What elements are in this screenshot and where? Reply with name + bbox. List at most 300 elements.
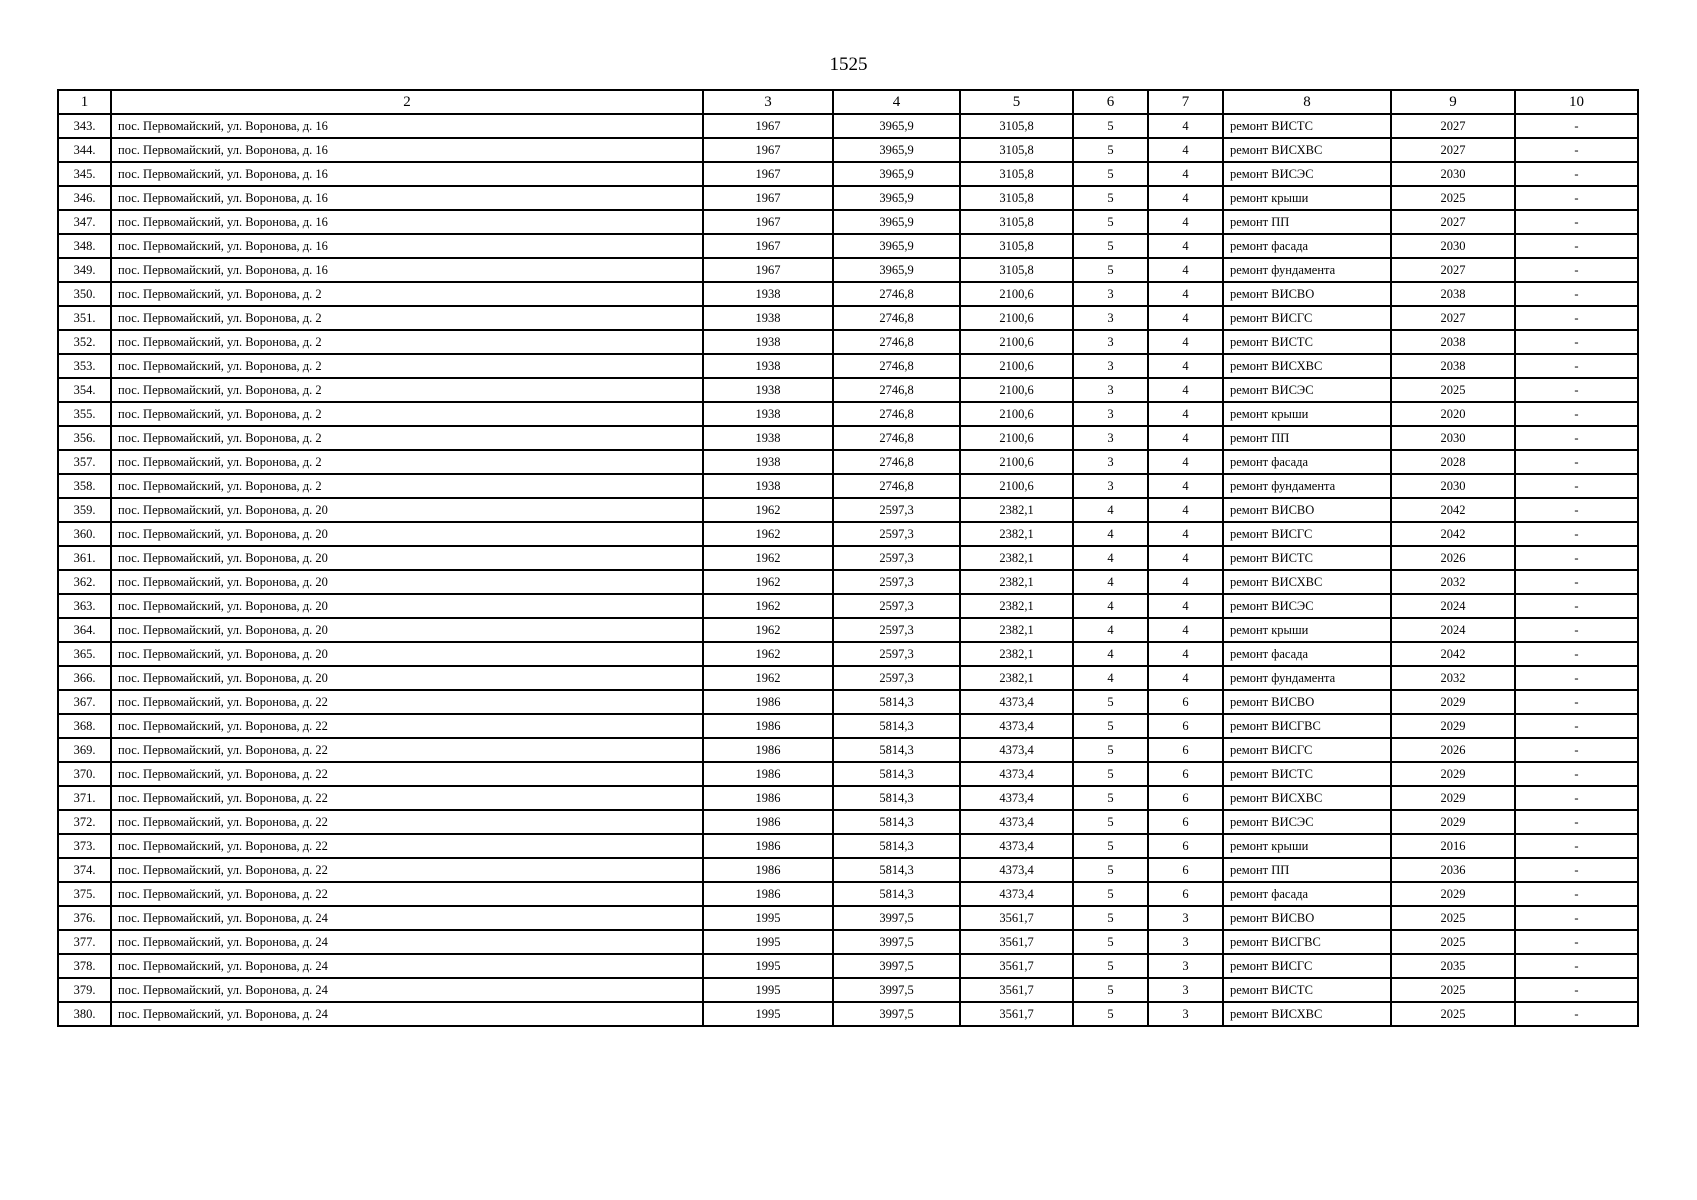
cell-year-built: 1938	[703, 450, 833, 474]
cell-planned-year: 2025	[1391, 1002, 1515, 1026]
cell-extra: -	[1515, 810, 1638, 834]
cell-entrances: 4	[1148, 570, 1223, 594]
cell-entrances: 4	[1148, 306, 1223, 330]
cell-year-built: 1967	[703, 258, 833, 282]
cell-entrances: 4	[1148, 618, 1223, 642]
cell-row-number: 344.	[58, 138, 111, 162]
cell-row-number: 350.	[58, 282, 111, 306]
cell-entrances: 3	[1148, 906, 1223, 930]
cell-living-area: 4373,4	[960, 738, 1073, 762]
cell-row-number: 357.	[58, 450, 111, 474]
cell-living-area: 3561,7	[960, 954, 1073, 978]
cell-extra: -	[1515, 858, 1638, 882]
cell-extra: -	[1515, 834, 1638, 858]
cell-row-number: 363.	[58, 594, 111, 618]
cell-total-area: 3965,9	[833, 162, 960, 186]
cell-work-type: ремонт фасада	[1223, 882, 1391, 906]
cell-year-built: 1995	[703, 978, 833, 1002]
cell-total-area: 5814,3	[833, 858, 960, 882]
cell-floors: 5	[1073, 714, 1148, 738]
cell-living-area: 3105,8	[960, 114, 1073, 138]
cell-extra: -	[1515, 642, 1638, 666]
cell-work-type: ремонт фундамента	[1223, 666, 1391, 690]
cell-floors: 5	[1073, 186, 1148, 210]
cell-work-type: ремонт фасада	[1223, 234, 1391, 258]
cell-year-built: 1962	[703, 522, 833, 546]
cell-extra: -	[1515, 138, 1638, 162]
cell-row-number: 346.	[58, 186, 111, 210]
cell-planned-year: 2038	[1391, 330, 1515, 354]
cell-total-area: 3997,5	[833, 954, 960, 978]
cell-year-built: 1995	[703, 906, 833, 930]
cell-entrances: 4	[1148, 138, 1223, 162]
cell-address: пос. Первомайский, ул. Воронова, д. 20	[111, 666, 703, 690]
cell-entrances: 4	[1148, 258, 1223, 282]
cell-entrances: 4	[1148, 450, 1223, 474]
cell-address: пос. Первомайский, ул. Воронова, д. 22	[111, 858, 703, 882]
cell-entrances: 4	[1148, 474, 1223, 498]
table-row	[58, 474, 1638, 498]
cell-extra: -	[1515, 738, 1638, 762]
cell-work-type: ремонт ВИСВО	[1223, 906, 1391, 930]
cell-living-area: 2100,6	[960, 474, 1073, 498]
cell-year-built: 1986	[703, 858, 833, 882]
cell-planned-year: 2025	[1391, 186, 1515, 210]
cell-year-built: 1938	[703, 378, 833, 402]
cell-floors: 5	[1073, 762, 1148, 786]
table-row	[58, 450, 1638, 474]
cell-total-area: 2746,8	[833, 330, 960, 354]
cell-year-built: 1986	[703, 762, 833, 786]
cell-planned-year: 2029	[1391, 786, 1515, 810]
table-row	[58, 402, 1638, 426]
cell-planned-year: 2038	[1391, 282, 1515, 306]
cell-entrances: 3	[1148, 1002, 1223, 1026]
cell-work-type: ремонт ВИСХВС	[1223, 570, 1391, 594]
cell-floors: 5	[1073, 210, 1148, 234]
table-row	[58, 426, 1638, 450]
cell-extra: -	[1515, 402, 1638, 426]
cell-address: пос. Первомайский, ул. Воронова, д. 20	[111, 642, 703, 666]
cell-row-number: 348.	[58, 234, 111, 258]
cell-address: пос. Первомайский, ул. Воронова, д. 2	[111, 474, 703, 498]
cell-total-area: 2597,3	[833, 570, 960, 594]
cell-floors: 5	[1073, 786, 1148, 810]
cell-year-built: 1967	[703, 114, 833, 138]
cell-address: пос. Первомайский, ул. Воронова, д. 2	[111, 354, 703, 378]
cell-work-type: ремонт крыши	[1223, 402, 1391, 426]
table-row	[58, 522, 1638, 546]
cell-planned-year: 2035	[1391, 954, 1515, 978]
cell-floors: 5	[1073, 138, 1148, 162]
cell-floors: 4	[1073, 666, 1148, 690]
cell-total-area: 2597,3	[833, 546, 960, 570]
cell-planned-year: 2028	[1391, 450, 1515, 474]
cell-row-number: 378.	[58, 954, 111, 978]
cell-year-built: 1962	[703, 498, 833, 522]
cell-total-area: 5814,3	[833, 690, 960, 714]
table-row	[58, 498, 1638, 522]
cell-address: пос. Первомайский, ул. Воронова, д. 20	[111, 618, 703, 642]
cell-entrances: 4	[1148, 426, 1223, 450]
cell-address: пос. Первомайский, ул. Воронова, д. 24	[111, 954, 703, 978]
cell-year-built: 1938	[703, 330, 833, 354]
cell-row-number: 361.	[58, 546, 111, 570]
cell-address: пос. Первомайский, ул. Воронова, д. 2	[111, 282, 703, 306]
cell-total-area: 3965,9	[833, 138, 960, 162]
cell-entrances: 6	[1148, 810, 1223, 834]
cell-floors: 5	[1073, 954, 1148, 978]
cell-entrances: 4	[1148, 234, 1223, 258]
cell-entrances: 4	[1148, 378, 1223, 402]
cell-living-area: 2382,1	[960, 498, 1073, 522]
cell-row-number: 349.	[58, 258, 111, 282]
table-row	[58, 786, 1638, 810]
cell-planned-year: 2026	[1391, 738, 1515, 762]
cell-floors: 5	[1073, 234, 1148, 258]
cell-year-built: 1962	[703, 546, 833, 570]
cell-entrances: 4	[1148, 162, 1223, 186]
cell-work-type: ремонт ВИСТС	[1223, 546, 1391, 570]
cell-floors: 4	[1073, 642, 1148, 666]
cell-entrances: 3	[1148, 930, 1223, 954]
cell-planned-year: 2042	[1391, 522, 1515, 546]
cell-total-area: 3997,5	[833, 1002, 960, 1026]
table-row	[58, 642, 1638, 666]
cell-entrances: 4	[1148, 642, 1223, 666]
table-row	[58, 282, 1638, 306]
cell-address: пос. Первомайский, ул. Воронова, д. 2	[111, 306, 703, 330]
cell-total-area: 3965,9	[833, 210, 960, 234]
cell-entrances: 6	[1148, 738, 1223, 762]
cell-row-number: 365.	[58, 642, 111, 666]
cell-work-type: ремонт ВИСГВС	[1223, 930, 1391, 954]
cell-year-built: 1967	[703, 234, 833, 258]
table-row	[58, 810, 1638, 834]
cell-row-number: 356.	[58, 426, 111, 450]
cell-living-area: 2100,6	[960, 330, 1073, 354]
cell-year-built: 1967	[703, 162, 833, 186]
cell-entrances: 6	[1148, 762, 1223, 786]
cell-living-area: 2382,1	[960, 522, 1073, 546]
cell-entrances: 4	[1148, 114, 1223, 138]
cell-floors: 5	[1073, 978, 1148, 1002]
cell-work-type: ремонт ПП	[1223, 210, 1391, 234]
cell-planned-year: 2029	[1391, 762, 1515, 786]
cell-address: пос. Первомайский, ул. Воронова, д. 16	[111, 138, 703, 162]
cell-work-type: ремонт ВИСВО	[1223, 498, 1391, 522]
header-row	[58, 90, 1638, 114]
cell-extra: -	[1515, 786, 1638, 810]
cell-year-built: 1967	[703, 210, 833, 234]
cell-entrances: 4	[1148, 522, 1223, 546]
cell-entrances: 6	[1148, 690, 1223, 714]
table-row	[58, 858, 1638, 882]
cell-year-built: 1938	[703, 426, 833, 450]
cell-floors: 5	[1073, 258, 1148, 282]
cell-address: пос. Первомайский, ул. Воронова, д. 2	[111, 450, 703, 474]
cell-planned-year: 2027	[1391, 258, 1515, 282]
cell-entrances: 6	[1148, 786, 1223, 810]
cell-floors: 3	[1073, 378, 1148, 402]
cell-year-built: 1967	[703, 138, 833, 162]
cell-extra: -	[1515, 282, 1638, 306]
cell-year-built: 1962	[703, 642, 833, 666]
cell-work-type: ремонт фундамента	[1223, 474, 1391, 498]
cell-year-built: 1986	[703, 882, 833, 906]
cell-planned-year: 2025	[1391, 378, 1515, 402]
cell-floors: 4	[1073, 570, 1148, 594]
cell-extra: -	[1515, 354, 1638, 378]
cell-row-number: 359.	[58, 498, 111, 522]
table-row	[58, 546, 1638, 570]
cell-entrances: 3	[1148, 954, 1223, 978]
cell-work-type: ремонт фасада	[1223, 450, 1391, 474]
cell-row-number: 371.	[58, 786, 111, 810]
cell-row-number: 352.	[58, 330, 111, 354]
cell-work-type: ремонт ВИСЭС	[1223, 810, 1391, 834]
table-row	[58, 570, 1638, 594]
cell-floors: 3	[1073, 474, 1148, 498]
cell-floors: 3	[1073, 306, 1148, 330]
cell-work-type: ремонт ВИСТС	[1223, 330, 1391, 354]
table-row	[58, 138, 1638, 162]
cell-year-built: 1967	[703, 186, 833, 210]
cell-living-area: 4373,4	[960, 714, 1073, 738]
table-row	[58, 714, 1638, 738]
cell-floors: 5	[1073, 834, 1148, 858]
column-header-7: 7	[1148, 90, 1223, 114]
cell-address: пос. Первомайский, ул. Воронова, д. 2	[111, 378, 703, 402]
column-header-2: 2	[111, 90, 703, 114]
cell-floors: 4	[1073, 594, 1148, 618]
cell-year-built: 1986	[703, 738, 833, 762]
table-row	[58, 618, 1638, 642]
table-row	[58, 690, 1638, 714]
table-row	[58, 834, 1638, 858]
cell-extra: -	[1515, 450, 1638, 474]
cell-floors: 5	[1073, 882, 1148, 906]
cell-year-built: 1995	[703, 954, 833, 978]
cell-entrances: 4	[1148, 282, 1223, 306]
cell-planned-year: 2030	[1391, 162, 1515, 186]
cell-total-area: 3997,5	[833, 978, 960, 1002]
cell-planned-year: 2020	[1391, 402, 1515, 426]
cell-entrances: 6	[1148, 882, 1223, 906]
cell-floors: 5	[1073, 690, 1148, 714]
cell-planned-year: 2030	[1391, 474, 1515, 498]
cell-address: пос. Первомайский, ул. Воронова, д. 24	[111, 930, 703, 954]
cell-extra: -	[1515, 978, 1638, 1002]
table-row	[58, 762, 1638, 786]
cell-extra: -	[1515, 210, 1638, 234]
cell-living-area: 2100,6	[960, 306, 1073, 330]
cell-total-area: 2597,3	[833, 498, 960, 522]
cell-planned-year: 2029	[1391, 714, 1515, 738]
cell-living-area: 3561,7	[960, 978, 1073, 1002]
cell-year-built: 1938	[703, 402, 833, 426]
cell-entrances: 4	[1148, 186, 1223, 210]
cell-work-type: ремонт ВИСГВС	[1223, 714, 1391, 738]
cell-planned-year: 2025	[1391, 978, 1515, 1002]
cell-address: пос. Первомайский, ул. Воронова, д. 22	[111, 762, 703, 786]
cell-entrances: 3	[1148, 978, 1223, 1002]
cell-work-type: ремонт ВИСЭС	[1223, 594, 1391, 618]
cell-year-built: 1986	[703, 690, 833, 714]
cell-extra: -	[1515, 114, 1638, 138]
cell-floors: 5	[1073, 858, 1148, 882]
cell-year-built: 1938	[703, 354, 833, 378]
cell-living-area: 4373,4	[960, 882, 1073, 906]
cell-extra: -	[1515, 186, 1638, 210]
column-header-5: 5	[960, 90, 1073, 114]
cell-extra: -	[1515, 330, 1638, 354]
cell-row-number: 374.	[58, 858, 111, 882]
page-number: 1525	[829, 54, 868, 75]
cell-living-area: 2100,6	[960, 426, 1073, 450]
cell-planned-year: 2027	[1391, 210, 1515, 234]
cell-row-number: 370.	[58, 762, 111, 786]
cell-extra: -	[1515, 426, 1638, 450]
cell-living-area: 2382,1	[960, 666, 1073, 690]
cell-extra: -	[1515, 714, 1638, 738]
cell-floors: 3	[1073, 282, 1148, 306]
cell-living-area: 4373,4	[960, 786, 1073, 810]
cell-address: пос. Первомайский, ул. Воронова, д. 16	[111, 114, 703, 138]
cell-address: пос. Первомайский, ул. Воронова, д. 22	[111, 714, 703, 738]
cell-row-number: 366.	[58, 666, 111, 690]
cell-work-type: ремонт фундамента	[1223, 258, 1391, 282]
cell-total-area: 2746,8	[833, 282, 960, 306]
cell-planned-year: 2030	[1391, 426, 1515, 450]
cell-floors: 3	[1073, 354, 1148, 378]
cell-planned-year: 2027	[1391, 138, 1515, 162]
column-header-9: 9	[1391, 90, 1515, 114]
cell-total-area: 3997,5	[833, 906, 960, 930]
cell-planned-year: 2036	[1391, 858, 1515, 882]
cell-total-area: 2597,3	[833, 594, 960, 618]
cell-planned-year: 2027	[1391, 306, 1515, 330]
cell-row-number: 375.	[58, 882, 111, 906]
cell-total-area: 5814,3	[833, 810, 960, 834]
cell-living-area: 2382,1	[960, 618, 1073, 642]
cell-year-built: 1986	[703, 810, 833, 834]
cell-extra: -	[1515, 690, 1638, 714]
table-row	[58, 258, 1638, 282]
cell-planned-year: 2025	[1391, 930, 1515, 954]
cell-address: пос. Первомайский, ул. Воронова, д. 24	[111, 906, 703, 930]
cell-living-area: 3561,7	[960, 1002, 1073, 1026]
cell-planned-year: 2029	[1391, 690, 1515, 714]
cell-extra: -	[1515, 594, 1638, 618]
cell-living-area: 2100,6	[960, 450, 1073, 474]
cell-work-type: ремонт ВИСВО	[1223, 690, 1391, 714]
cell-year-built: 1938	[703, 474, 833, 498]
column-header-10: 10	[1515, 90, 1638, 114]
cell-living-area: 3105,8	[960, 138, 1073, 162]
cell-living-area: 4373,4	[960, 762, 1073, 786]
cell-work-type: ремонт ВИСГС	[1223, 954, 1391, 978]
cell-address: пос. Первомайский, ул. Воронова, д. 20	[111, 498, 703, 522]
cell-address: пос. Первомайский, ул. Воронова, д. 24	[111, 1002, 703, 1026]
cell-planned-year: 2026	[1391, 546, 1515, 570]
cell-work-type: ремонт ВИСТС	[1223, 978, 1391, 1002]
cell-work-type: ремонт ВИСТС	[1223, 762, 1391, 786]
cell-extra: -	[1515, 930, 1638, 954]
cell-living-area: 3105,8	[960, 186, 1073, 210]
cell-planned-year: 2016	[1391, 834, 1515, 858]
cell-work-type: ремонт ВИСЭС	[1223, 162, 1391, 186]
cell-total-area: 2597,3	[833, 522, 960, 546]
cell-living-area: 3561,7	[960, 930, 1073, 954]
cell-work-type: ремонт крыши	[1223, 618, 1391, 642]
cell-address: пос. Первомайский, ул. Воронова, д. 2	[111, 402, 703, 426]
cell-total-area: 2746,8	[833, 426, 960, 450]
cell-address: пос. Первомайский, ул. Воронова, д. 20	[111, 546, 703, 570]
table-row	[58, 210, 1638, 234]
cell-total-area: 3965,9	[833, 114, 960, 138]
cell-address: пос. Первомайский, ул. Воронова, д. 16	[111, 258, 703, 282]
cell-planned-year: 2032	[1391, 666, 1515, 690]
table-row	[58, 906, 1638, 930]
column-header-1: 1	[58, 90, 111, 114]
table-row	[58, 234, 1638, 258]
cell-row-number: 369.	[58, 738, 111, 762]
cell-row-number: 380.	[58, 1002, 111, 1026]
cell-year-built: 1986	[703, 834, 833, 858]
cell-row-number: 353.	[58, 354, 111, 378]
cell-work-type: ремонт ВИСХВС	[1223, 138, 1391, 162]
cell-total-area: 2746,8	[833, 402, 960, 426]
cell-floors: 5	[1073, 162, 1148, 186]
cell-floors: 4	[1073, 498, 1148, 522]
cell-total-area: 2597,3	[833, 642, 960, 666]
cell-living-area: 4373,4	[960, 858, 1073, 882]
cell-floors: 3	[1073, 330, 1148, 354]
cell-entrances: 4	[1148, 354, 1223, 378]
cell-work-type: ремонт крыши	[1223, 834, 1391, 858]
cell-row-number: 355.	[58, 402, 111, 426]
cell-address: пос. Первомайский, ул. Воронова, д. 16	[111, 210, 703, 234]
cell-row-number: 354.	[58, 378, 111, 402]
cell-address: пос. Первомайский, ул. Воронова, д. 24	[111, 978, 703, 1002]
table-row	[58, 594, 1638, 618]
table-row	[58, 330, 1638, 354]
cell-total-area: 5814,3	[833, 762, 960, 786]
cell-row-number: 379.	[58, 978, 111, 1002]
cell-row-number: 373.	[58, 834, 111, 858]
cell-living-area: 3105,8	[960, 234, 1073, 258]
cell-address: пос. Первомайский, ул. Воронова, д. 22	[111, 738, 703, 762]
cell-planned-year: 2024	[1391, 594, 1515, 618]
cell-extra: -	[1515, 1002, 1638, 1026]
cell-work-type: ремонт ВИСГС	[1223, 738, 1391, 762]
cell-extra: -	[1515, 378, 1638, 402]
cell-year-built: 1938	[703, 306, 833, 330]
table-body	[58, 114, 1638, 1026]
cell-living-area: 2382,1	[960, 594, 1073, 618]
cell-row-number: 347.	[58, 210, 111, 234]
cell-row-number: 368.	[58, 714, 111, 738]
cell-work-type: ремонт ПП	[1223, 858, 1391, 882]
cell-planned-year: 2029	[1391, 882, 1515, 906]
cell-extra: -	[1515, 570, 1638, 594]
cell-address: пос. Первомайский, ул. Воронова, д. 22	[111, 882, 703, 906]
cell-living-area: 2100,6	[960, 378, 1073, 402]
table-header	[58, 90, 1638, 114]
cell-extra: -	[1515, 258, 1638, 282]
cell-work-type: ремонт ВИСВО	[1223, 282, 1391, 306]
